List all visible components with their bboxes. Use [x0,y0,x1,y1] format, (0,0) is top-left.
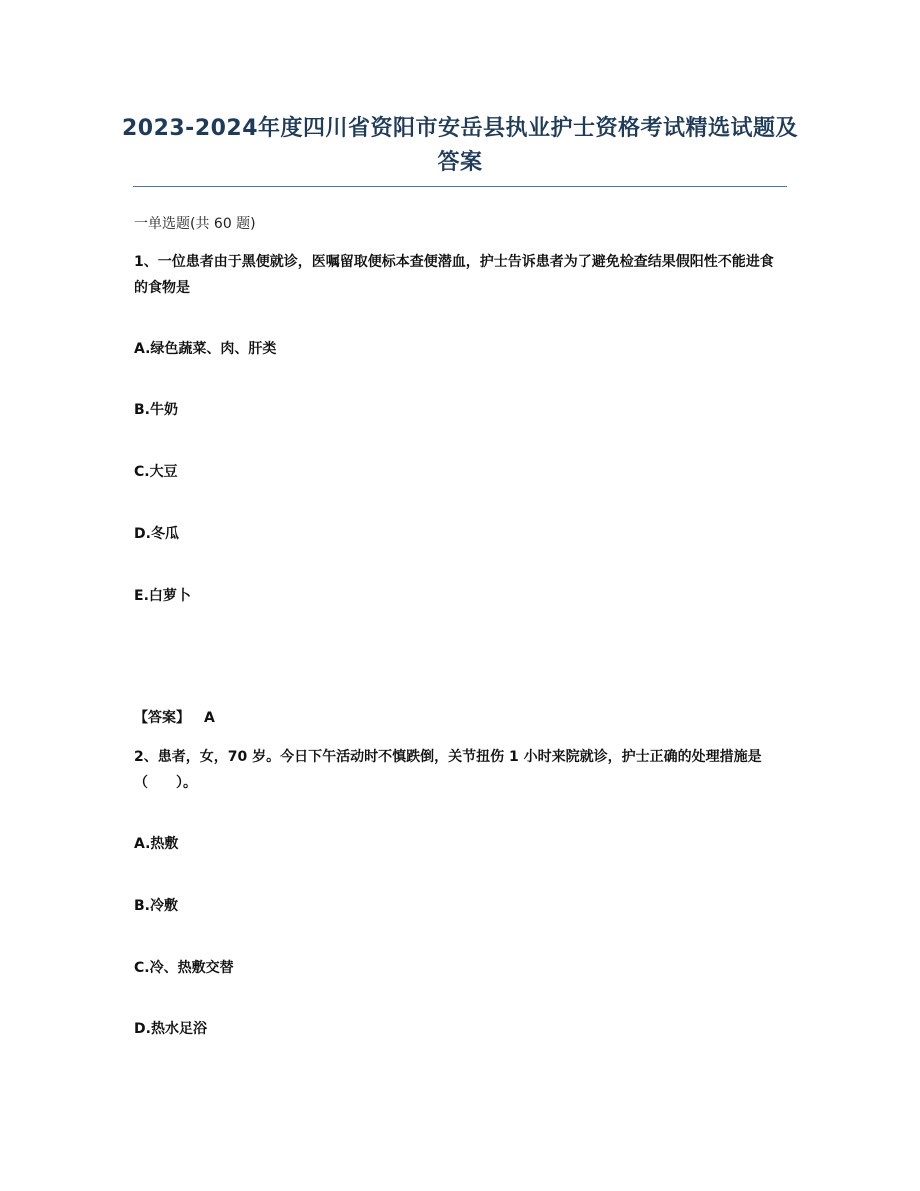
section-heading: 一单选题(共 60 题) [134,216,256,232]
answer-label: 【答案】 [134,710,190,726]
question-2-option-a: A.热敷 [134,836,179,852]
question-1-option-d: D.冬瓜 [134,526,179,542]
page-title: 2023-2024年度四川省资阳市安岳县执业护士资格考试精选试题及答案 [121,116,799,175]
question-1-option-a: A.绿色蔬菜、肉、肝类 [134,341,277,357]
question-2-stem: 2、患者，女，70 岁。今日下午活动时不慎跌倒，关节扭伤 1 小时来院就诊，护士正确的处理措施是（ ）。 [134,749,762,791]
question-1-option-c: C.大豆 [134,464,178,480]
question-1-answer [134,708,215,728]
answer-value: A [204,710,215,726]
question-2-option-c: C.冷、热敷交替 [134,960,234,976]
question-1-stem: 1、一位患者由于黑便就诊，医嘱留取便标本查便潜血，护士告诉患者为了避免检查结果假阳性不能进食的食物是 [134,254,774,296]
title-divider [133,186,787,187]
question-2-option-b: B.冷敷 [134,898,178,914]
question-2-option-d: D.热水足浴 [134,1021,207,1037]
question-1-option-e: E.白萝卜 [134,588,191,604]
question-1-option-b: B.牛奶 [134,402,178,418]
